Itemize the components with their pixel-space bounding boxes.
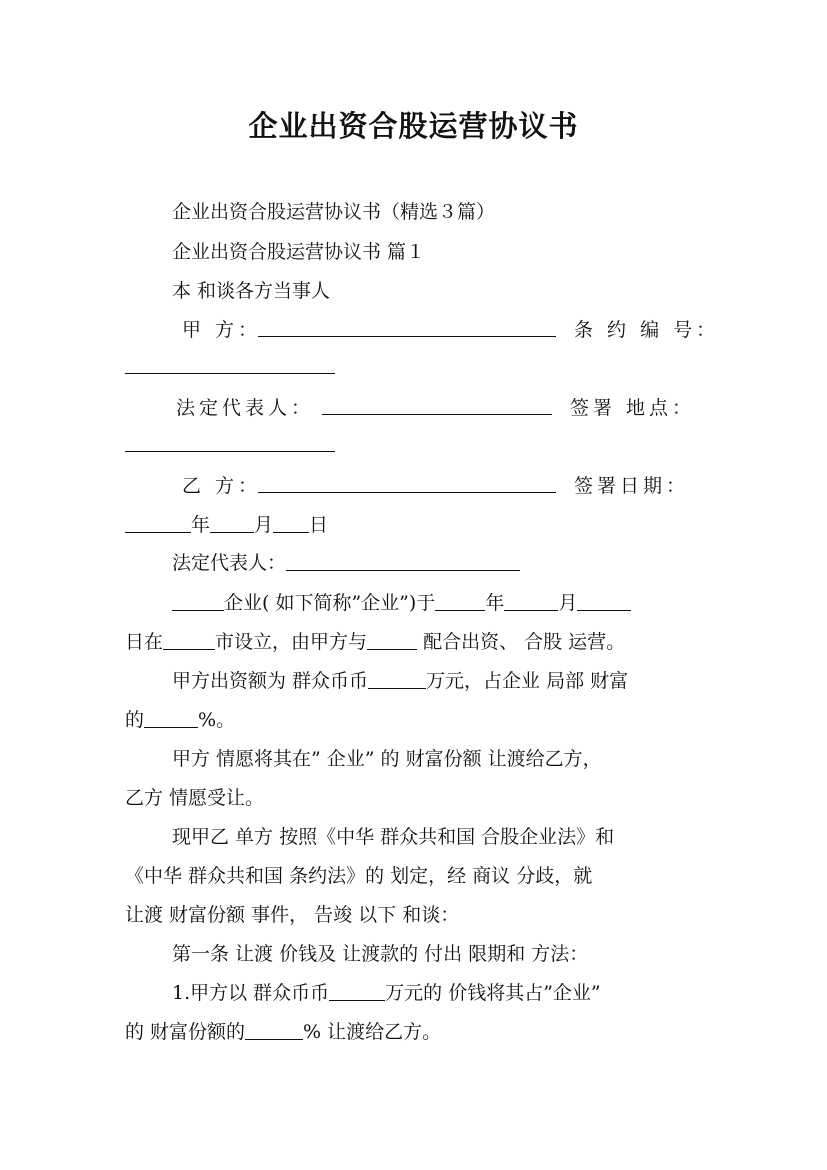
paragraph-3-line-1: 甲方 情愿将其在” 企业” 的 财富份额 让渡给乙方， — [172, 748, 602, 770]
document-title: 企业出资合股运营协议书 — [248, 109, 579, 143]
paragraph-2-line-2: 的 %。 — [125, 709, 236, 731]
party-b-label: 乙 方： — [182, 475, 262, 497]
paragraph-4-line-2: 《中华 群众共和国 条约法》的 划定，经 商议 分歧，就 — [125, 865, 593, 887]
paragraph-4-line-1: 现甲乙 单方 按照《中华 群众共和国 合股企业法》和 — [172, 826, 615, 848]
paragraph-1-line-2: 日在 市设立，由甲方与 配合出资、 合股 运营。 — [125, 631, 626, 653]
sign-date-line: 年 月 日 — [125, 513, 328, 537]
sign-date-label: 签署日期： — [574, 475, 690, 497]
representative-blank — [322, 396, 552, 415]
paragraph-3-line-2: 乙方 情愿受让。 — [125, 787, 265, 809]
representative-line-2: 法定代表人： — [172, 551, 520, 575]
item-1-line-1: 1.甲方以 群众币币 万元的 价钱将其占”企业” — [172, 982, 601, 1004]
sign-place-label: 签署 地点： — [570, 397, 696, 419]
representative-label: 法定代表人： — [176, 397, 315, 419]
paragraph-2-line-1: 甲方出资额为 群众币币 万元，占企业 局部 财富 — [172, 670, 629, 692]
item-1-line-2: 的 财富份额的 % 让渡给乙方。 — [125, 1021, 442, 1043]
part-heading: 企业出资合股运营协议书 篇１ — [172, 241, 426, 263]
article-1-heading: 第一条 让渡 价钱及 让渡款的 付出 限期和 方法： — [172, 943, 589, 965]
parties-heading: 本 和谈各方当事人 — [172, 280, 331, 302]
paragraph-4-line-3: 让渡 财富份额 事件， 告竣 以下 和谈： — [125, 904, 460, 926]
contract-no-blank — [125, 355, 335, 374]
party-a-label: 甲 方： — [182, 319, 262, 341]
party-a-blank — [258, 318, 556, 337]
party-b-blank — [258, 474, 556, 493]
paragraph-1-line-1: 企业( 如下简称”企业”)于 年 月 — [172, 591, 631, 615]
subtitle: 企业出资合股运营协议书（精选３篇） — [172, 201, 496, 223]
sign-place-blank — [125, 433, 335, 452]
contract-no-label: 条 约 编 号： — [574, 319, 720, 341]
